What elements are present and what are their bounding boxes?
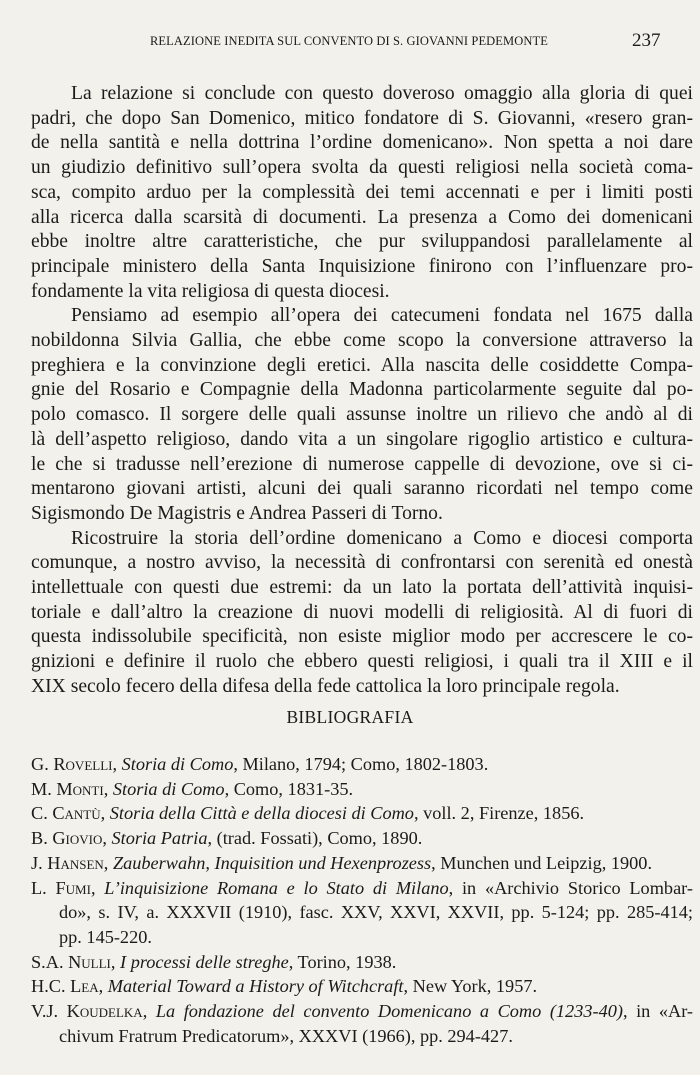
text-line: preghiera e la convinzione degli eretici. Alla nascita delle cosiddette Compa- <box>31 354 693 376</box>
text-line: alla ricerca dalla scarsità di documenti. La presenza a Como dei domenicani <box>31 206 693 228</box>
bibliography-entry: M. Monti, Storia di Como, Como, 1831-35. <box>31 778 354 799</box>
entry-title: L’inquisizione Romana e lo Stato di Milano <box>104 877 449 898</box>
paragraph-1 <box>31 82 693 304</box>
text-line: gnie del Rosario e Compagnie della Madonna particolarmente seguite dal po- <box>31 379 693 401</box>
bibliography-entry: L. Fumi, L’inquisizione Romana e lo Stato di Milano, in «Archivio Storico Lombar- do», s. IV, a. XXXVII (1910), fasc. XXV, XXVI, XXVII, pp. 5-124; pp. 285-414; pp. 145-220. <box>31 876 693 950</box>
entry-author: H.C. Lea <box>31 976 99 997</box>
text-line: toriale e dall’altro la creazione di nuovi modelli di religiosità. Al di fuori di <box>31 601 693 623</box>
bibliography-entry: V.J. Koudelka, La fondazione del convento Domenicano a Como (1233-40), in «Ar- chivum Fratrum Predicatorum», XXXVI (1966), pp. 294-427. <box>31 999 693 1048</box>
text-line: La relazione si conclude con questo doveroso omaggio alla gloria di quei <box>71 83 693 104</box>
paragraph-2 <box>31 304 693 526</box>
text-line: le che si tradusse nell’erezione di numerose cappelle di devozione, ove si ci- <box>31 453 693 475</box>
text-line: mentarono giovani artisti, alcuni dei quali saranno ricordati nel tempo come <box>31 478 693 500</box>
entry-author: L. Fumi <box>31 877 91 898</box>
text-line: questa indissolubile specificità, non esiste miglior modo per accrescere le co- <box>31 626 693 648</box>
text-line: comunque, a nostro avviso, la necessità di confrontarsi con serenità ed onestà <box>31 552 693 574</box>
entry-title: Storia della Città e della diocesi di Como <box>109 803 414 824</box>
body-text <box>31 82 693 700</box>
entry-title: Storia di Como <box>112 778 225 799</box>
text-line: padri, che dopo San Domenico, mitico fondatore di S. Giovanni, «resero gran- <box>31 107 693 129</box>
entry-author: B. Giovio <box>31 828 103 849</box>
entry-details: , Torino, 1938. <box>288 951 397 972</box>
entry-author: M. Monti <box>31 778 104 799</box>
bibliography-entry: S.A. Nulli, I processi delle streghe, Torino, 1938. <box>31 951 397 972</box>
entry-author: S.A. Nulli <box>31 951 111 972</box>
text-line: fondamente la vita religiosa di questa diocesi. <box>31 280 390 302</box>
text-line: gnizioni e definire il ruolo che ebbero questi religiosi, i quali tra il XIII e il <box>31 651 693 673</box>
text-line: polo comasco. Il sorgere delle quali assunse inoltre un rilievo che andò al di <box>31 404 693 426</box>
entry-title: Material Toward a History of Witchcraft <box>107 976 404 997</box>
text-line: ebbe inoltre altre caratteristiche, che pur sviluppandosi parallelamente al <box>31 231 693 253</box>
entry-continuation: pp. 145-220. <box>59 926 152 947</box>
entry-title: I processi delle streghe <box>120 951 289 972</box>
bibliography-heading: BIBLIOGRAFIA <box>286 707 414 727</box>
bibliography-entry: H.C. Lea, Material Toward a History of Witchcraft, New York, 1957. <box>31 976 538 997</box>
page-number: 237 <box>632 30 661 51</box>
bibliography-entry: G. Rovelli, Storia di Como, Milano, 1794; Como, 1802-1803. <box>31 754 489 774</box>
entry-continuation: chivum Fratrum Predicatorum», XXXVI (1966), pp. 294-427. <box>59 1025 513 1046</box>
entry-details: , New York, 1957. <box>403 976 538 997</box>
text-line: Pensiamo ad esempio all’opera dei catecumeni fondata nel 1675 dalla <box>71 305 693 327</box>
text-line: XIX secolo fecero della difesa della fede cattolica la loro principale regola. <box>31 675 620 697</box>
bibliography-entry: B. Giovio, Storia Patria, (trad. Fossati), Como, 1890. <box>31 828 423 849</box>
bibliography-entry: J. Hansen, Zauberwahn, Inquisition und Hexenprozess, Munchen und Leipzig, 1900. <box>31 852 653 873</box>
text-line: de nella santità e nella dottrina l’ordine domenicano». Non spetta a noi dare <box>31 132 693 154</box>
text-line: nobildonna Silvia Gallia, che ebbe come scopo la conversione attraverso la <box>31 330 693 352</box>
text-line: sca, compito arduo per la complessità dei temi accennati e per i limiti posti <box>31 181 693 203</box>
entry-title: Zauberwahn, Inquisition und Hexenprozess <box>112 852 432 873</box>
text-line: Ricostruire la storia dell’ordine domenicano a Como e diocesi comporta <box>71 527 693 549</box>
bibliography-list <box>31 752 693 1048</box>
text-line: Sigismondo De Magistris e Andrea Passeri di Torno. <box>31 502 443 524</box>
running-head: RELAZIONE INEDITA SUL CONVENTO DI S. GIOVANNI PEDEMONTE <box>150 34 548 48</box>
entry-author: G. Rovelli <box>31 754 113 774</box>
paragraph-3 <box>31 527 693 700</box>
text-line: là dell’aspetto religioso, dando vita a un singolare rigoglio artistico e cultura- <box>31 428 693 450</box>
entry-author: V.J. Koudelka <box>31 1001 143 1022</box>
entry-details: , in «Archivio Storico Lombar- <box>448 877 693 898</box>
entry-details: , voll. 2, Firenze, 1856. <box>413 803 585 824</box>
entry-details: , (trad. Fossati), Como, 1890. <box>207 828 423 849</box>
entry-title: La fondazione del convento Domenicano a Como (1233-40) <box>155 1001 623 1022</box>
entry-continuation: do», s. IV, a. XXXVII (1910), fasc. XXV, XXVI, XXVII, pp. 5-124; pp. 285-414; <box>59 902 693 923</box>
bibliography-entry: C. Cantù, Storia della Città e della diocesi di Como, voll. 2, Firenze, 1856. <box>31 803 585 824</box>
entry-details: , Como, 1831-35. <box>224 778 354 799</box>
text-line: un giudizio definitivo sull’opera svolta da questi religiosi nella società coma- <box>31 157 693 179</box>
text-line: principale ministero della Santa Inquisizione finirono con l’influenzare pro- <box>31 255 693 277</box>
text-line: intellettuale con questi due estremi: da un lato la portata dell’attività inquisi- <box>31 577 693 599</box>
entry-author: C. Cantù <box>31 803 101 824</box>
entry-title: Storia Patria <box>111 828 208 849</box>
entry-details: , Munchen und Leipzig, 1900. <box>431 852 653 873</box>
entry-author: J. Hansen <box>31 852 104 873</box>
entry-title: Storia di Como <box>121 754 234 774</box>
entry-details: , Milano, 1794; Como, 1802-1803. <box>233 754 489 774</box>
entry-details: , in «Ar- <box>622 1001 693 1022</box>
